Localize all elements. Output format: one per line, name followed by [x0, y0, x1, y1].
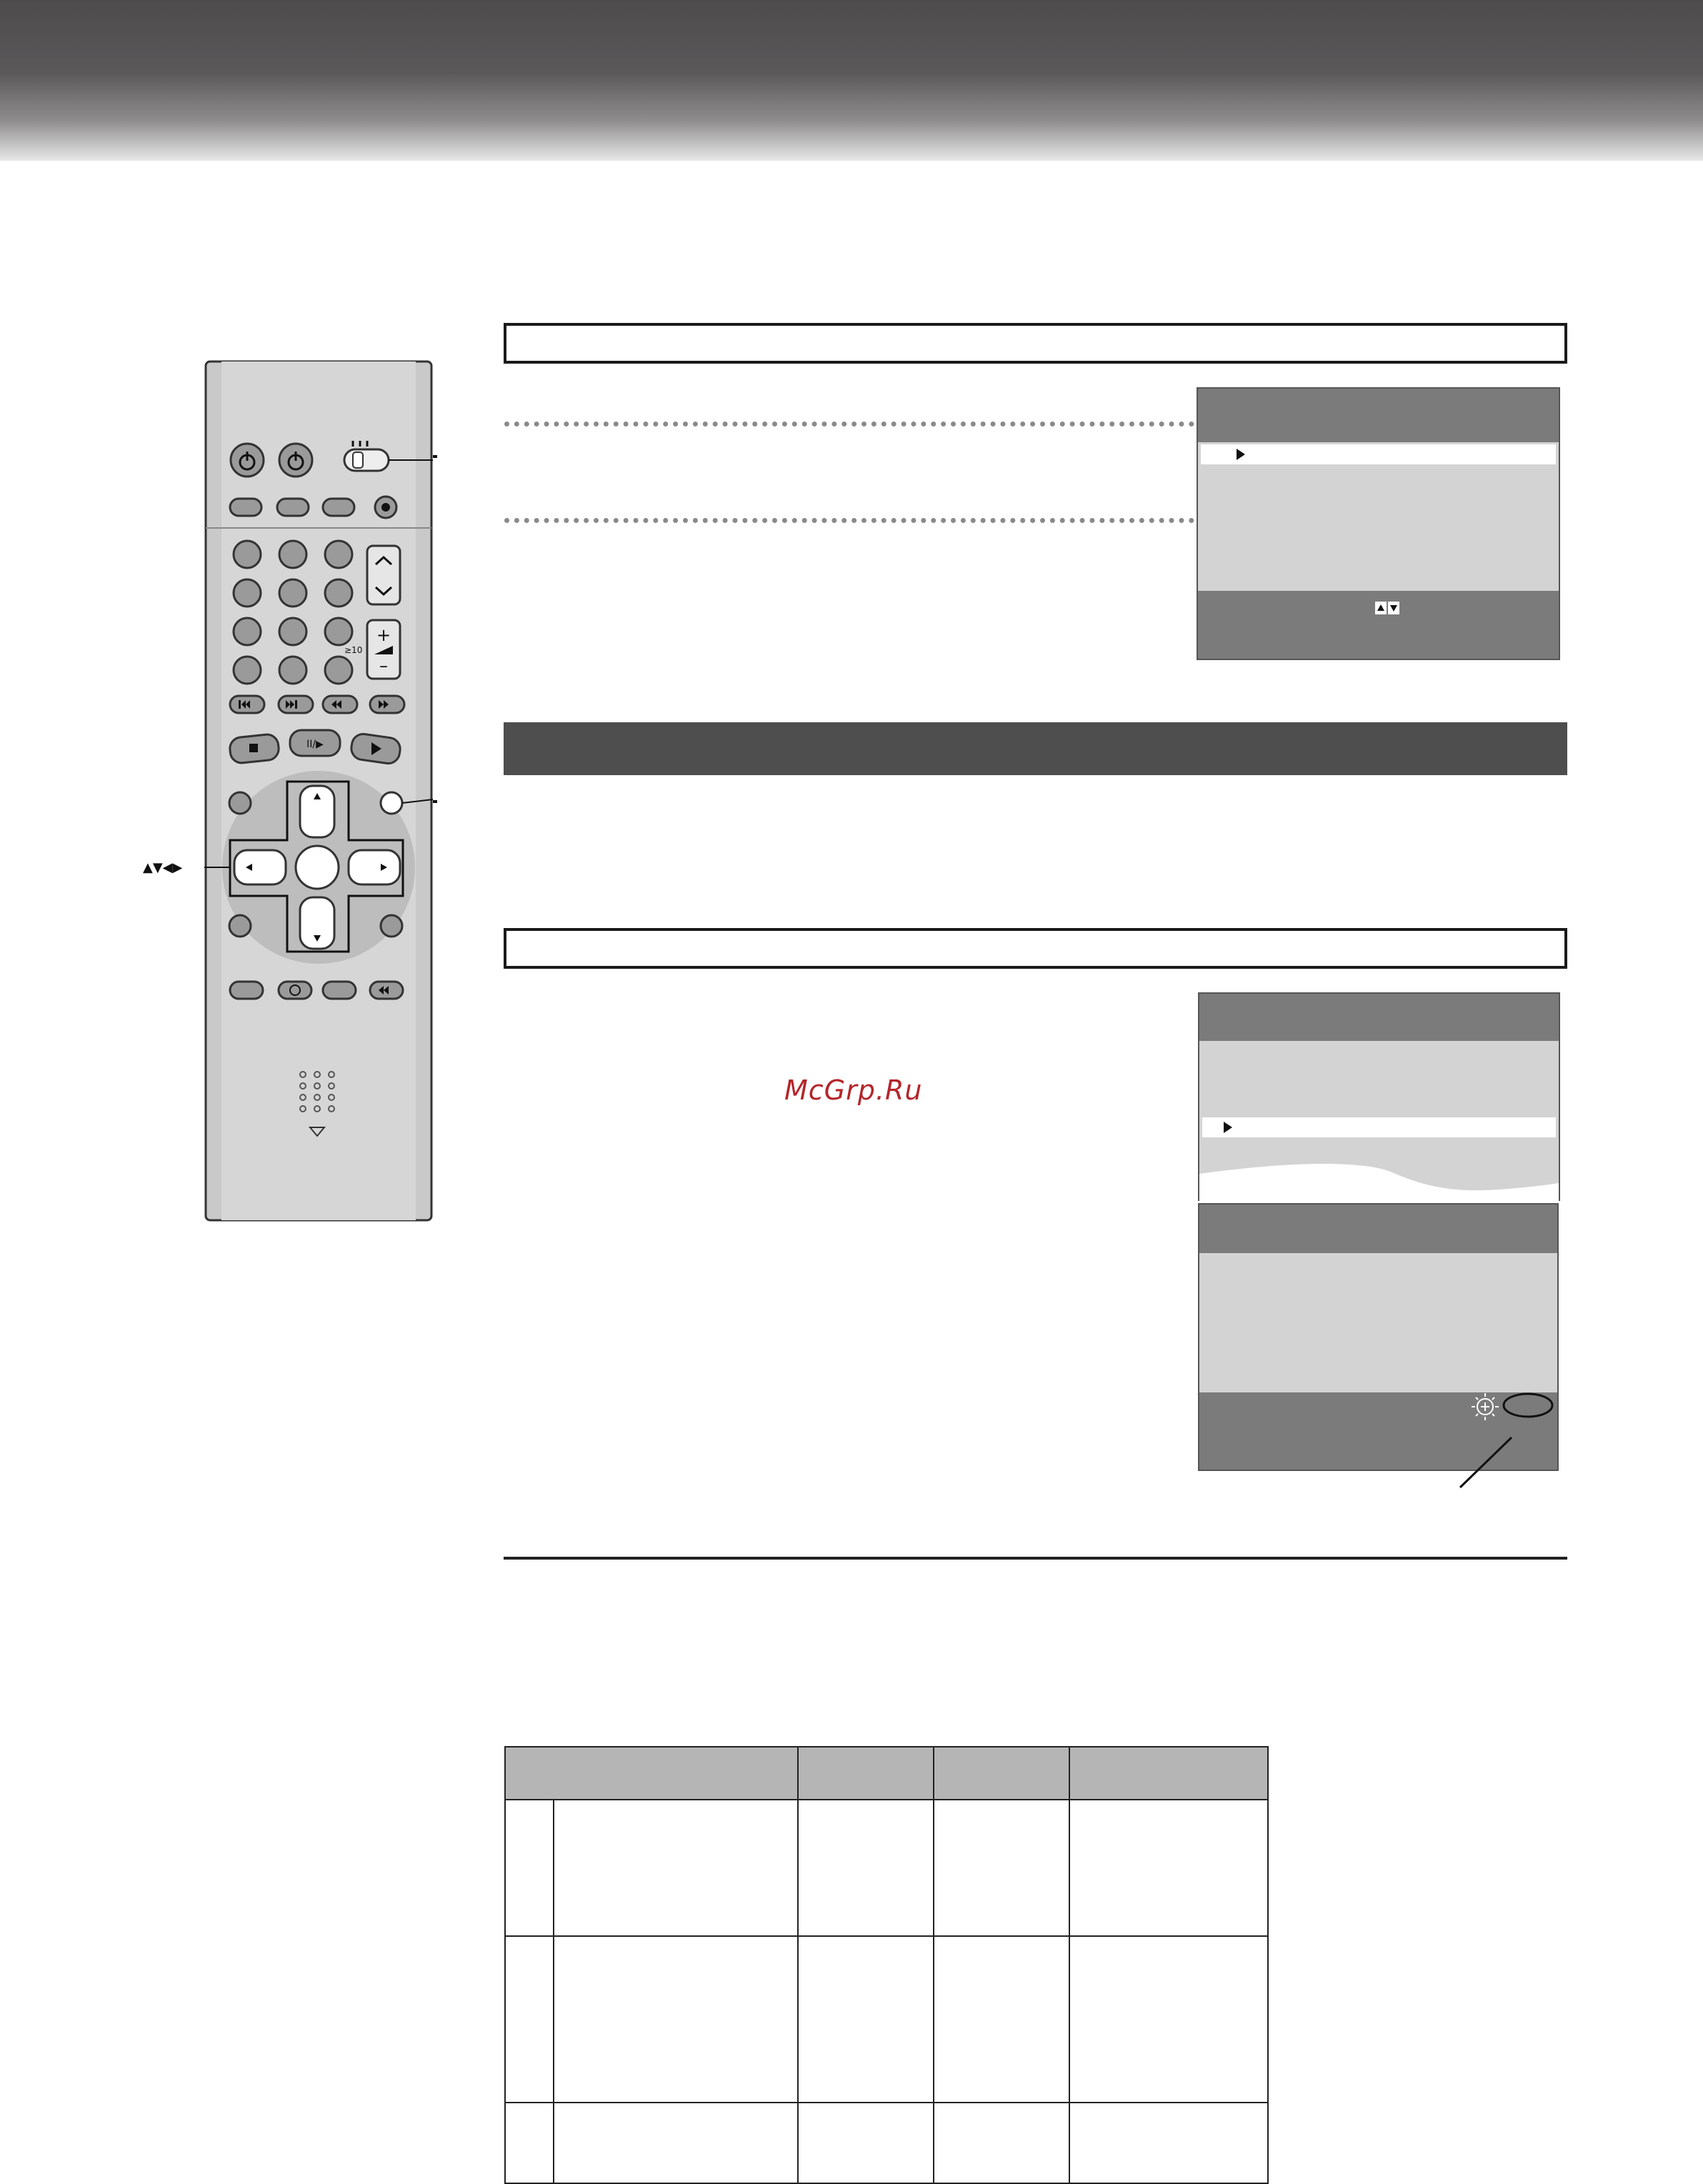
pause-label: II/▶ [306, 739, 324, 750]
dpad-callout-label: ▲▼◀▶ [143, 860, 183, 875]
cursor-triangle-icon [1224, 1122, 1232, 1133]
table-row [505, 1936, 1268, 2103]
record-dot-icon [375, 497, 396, 518]
table-header-cell [505, 1747, 798, 1800]
spec-table [504, 1746, 1269, 2184]
section-heading-box-2 [504, 928, 1567, 969]
table-cell [505, 1800, 554, 1936]
remote-control-drawing [204, 360, 433, 1222]
table-cell [1069, 1936, 1268, 2103]
table-row [505, 1800, 1268, 1936]
table-cell [554, 1800, 798, 1936]
stop-icon [229, 734, 279, 764]
table-cell [798, 1800, 934, 1936]
table-cell [934, 1936, 1069, 2103]
header-band [0, 0, 1703, 161]
section-heading-box-1 [504, 323, 1567, 364]
dotted-leader-2 [504, 518, 1194, 523]
osd-header [1199, 1205, 1557, 1253]
osd-screen-2 [1198, 992, 1560, 1201]
table-cell [505, 2103, 554, 2183]
table-cell [934, 1800, 1069, 1936]
table-row [505, 2103, 1268, 2183]
watermark-text: McGrp.Ru [784, 1074, 923, 1106]
table-header-cell [798, 1747, 934, 1800]
button-callout-line [433, 800, 437, 803]
section-divider [504, 1557, 1567, 1560]
osd-header [1198, 389, 1559, 442]
table-cell [934, 2103, 1069, 2183]
osd-footer [1198, 591, 1559, 659]
table-header-cell [934, 1747, 1069, 1800]
table-cell [554, 2103, 798, 2183]
table-header-row [505, 1747, 1268, 1800]
table-cell [1069, 2103, 1268, 2183]
osd-screen-3 [1198, 1203, 1559, 1471]
table-cell [1069, 1800, 1268, 1936]
up-down-arrows-icon [1374, 601, 1400, 615]
osd-selected-row [1201, 444, 1556, 464]
selector-callout-line [433, 455, 437, 458]
table-cell [798, 2103, 934, 2183]
cursor-triangle-icon [1237, 449, 1245, 460]
dotted-leader-1 [504, 422, 1194, 427]
volume-plus-label: + [376, 625, 391, 645]
shuffle-label: ≥10 [344, 645, 363, 655]
table-header-cell [1069, 1747, 1268, 1800]
remote-control-illustration [204, 360, 433, 1222]
sun-plus-icon [1457, 1390, 1557, 1432]
osd-selected-row [1202, 1117, 1556, 1137]
osd-header [1199, 994, 1559, 1041]
osd-screen-1 [1197, 387, 1560, 660]
torn-edge [1199, 1158, 1560, 1201]
osd-callout-line [1457, 1436, 1514, 1490]
table-cell [798, 1936, 934, 2103]
section-title-bar [504, 722, 1567, 775]
table-cell [505, 1936, 554, 2103]
table-cell [554, 1936, 798, 2103]
volume-minus-label: – [379, 656, 388, 676]
